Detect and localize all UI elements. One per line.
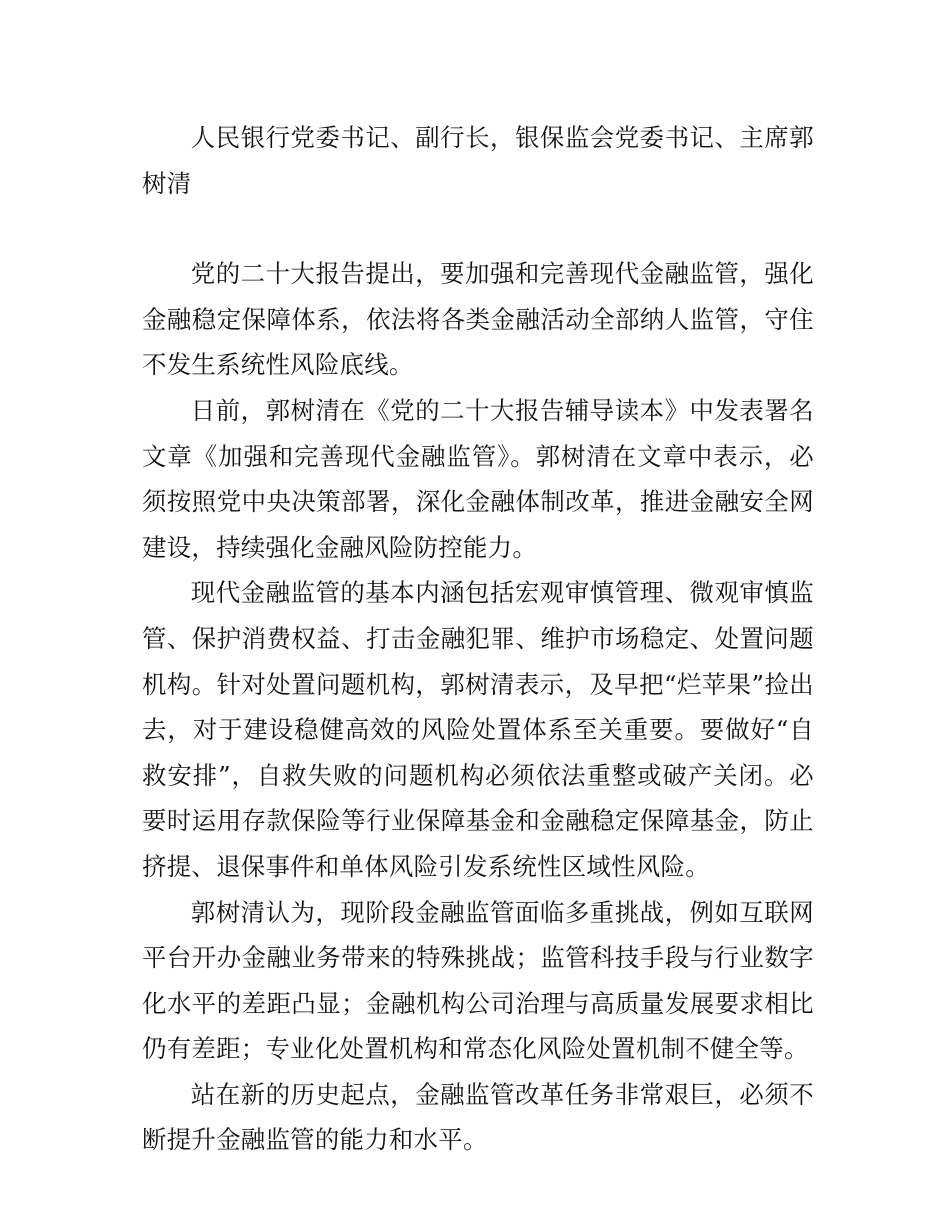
paragraph-challenges: 郭树清认为，现阶段金融监管面临多重挑战，例如互联网平台开办金融业务带来的特殊挑战；监管科技手段与行业数字化水平的差距凸显；金融机构公司治理与高质量发展要求相比仍有差距；专业化处置机构和常态化风险处置机制不健全等。 xyxy=(142,897,814,1064)
paragraph-conclusion: 站在新的历史起点，金融监管改革任务非常艰巨，必须不断提升金融监管的能力和水平。 xyxy=(142,1079,814,1155)
paragraph-article-announcement: 日前，郭树清在《党的二十大报告辅导读本》中发表署名文章《加强和完善现代金融监管》。郭树清在文章中表示，必须按照党中央决策部署，深化金融体制改革，推进金融安全网建设，持续强化金融风险防控能力。 xyxy=(142,395,814,562)
paragraph-intro: 党的二十大报告提出，要加强和完善现代金融监管，强化金融稳定保障体系，依法将各类金融活动全部纳人监管，守住不发生系统性风险底线。 xyxy=(142,259,814,380)
paragraph-regulation-content: 现代金融监管的基本内涵包括宏观审慎管理、微观审慎监管、保护消费权益、打击金融犯罪、维护市场稳定、处置问题机构。针对处置问题机构，郭树清表示，及早把“烂苹果”捡出去，对于建设稳健高效的风险处置体系至关重要。要做好“自救安排”，自救失败的问题机构必须依法重整或破产关闭。必要时运用存款保险等行业保障基金和金融稳定保障基金，防止挤提、退保事件和单体风险引发系统性区域性风险。 xyxy=(142,578,814,881)
author-byline: 人民银行党委书记、副行长，银保监会党委书记、主席郭树清 xyxy=(142,123,814,198)
document-body xyxy=(142,115,814,1163)
